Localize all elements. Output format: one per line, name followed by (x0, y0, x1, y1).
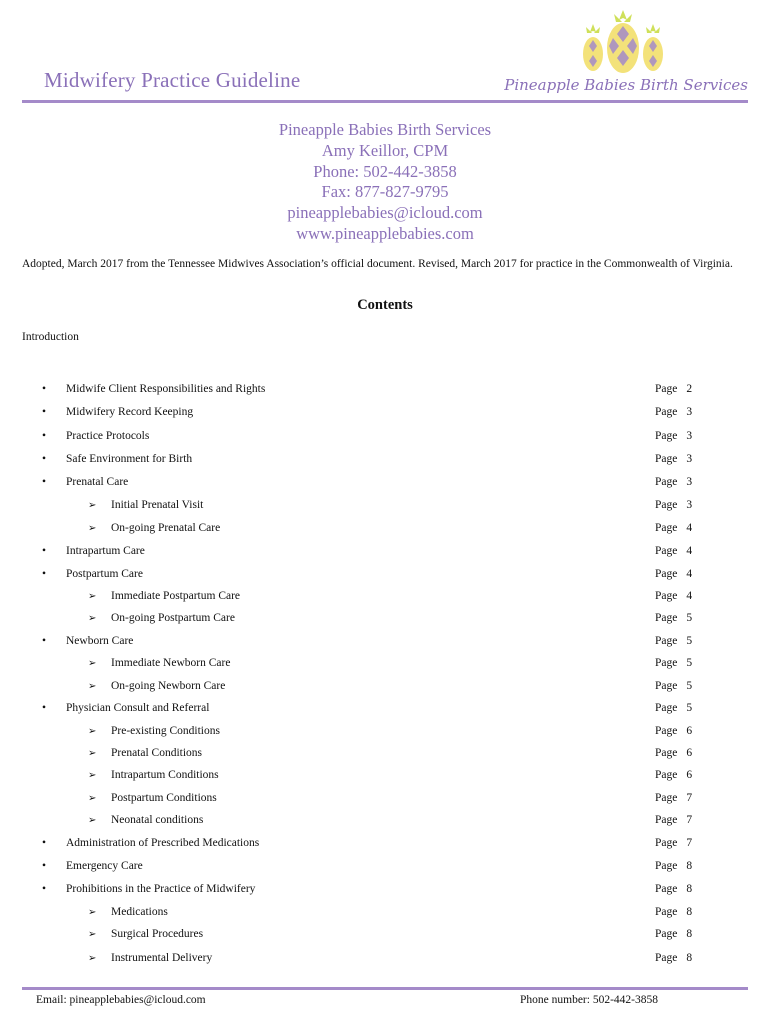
toc-entry (0, 568, 770, 586)
bullet-icon: • (42, 860, 47, 872)
arrow-bullet-icon: ➢ (88, 929, 97, 940)
bullet-icon: • (42, 634, 47, 647)
toc-entry-label: Prohibitions in the Practice of Midwifery (66, 883, 256, 895)
toc-subentry (0, 906, 770, 924)
page-word: Page (655, 476, 678, 489)
page-word: Page (655, 429, 678, 442)
toc-subentry (0, 747, 770, 765)
page-word: Page (655, 544, 678, 557)
toc-entry (0, 635, 770, 653)
toc-entry-label: Emergency Care (66, 860, 143, 872)
toc-entry (0, 383, 770, 401)
bullet-icon: • (42, 452, 47, 465)
toc-subentry (0, 499, 770, 517)
page-number: 6 (686, 724, 693, 737)
toc-entry-label: Administration of Prescribed Medications (66, 837, 260, 849)
page-number: 2 (686, 383, 693, 395)
toc-page-ref (655, 769, 692, 781)
toc-subentry (0, 680, 770, 698)
bullet-icon: • (42, 883, 47, 895)
page-word: Page (655, 590, 678, 602)
arrow-bullet-icon: ➢ (88, 591, 97, 602)
page-number: 5 (686, 657, 693, 670)
toc-page-ref (655, 680, 692, 692)
adoption-note: Adopted, March 2017 from the Tennessee Midwives Association’s official document. Revised, March 2017 for practice in the Commonwealth of Virginia. (22, 258, 733, 270)
bullet-icon: • (42, 837, 47, 849)
toc-entry-label: Practice Protocols (66, 429, 150, 442)
arrow-bullet-icon: ➢ (88, 613, 97, 625)
page-number: 7 (686, 837, 693, 849)
toc-page-ref (655, 430, 692, 442)
bullet-icon: • (42, 383, 47, 395)
toc-entry (0, 430, 770, 448)
contact-business-name: Pineapple Babies Birth Services (278, 120, 492, 139)
toc-subentry (0, 590, 770, 608)
page-number: 8 (686, 860, 693, 872)
toc-entry (0, 883, 770, 901)
toc-page-ref (655, 635, 692, 647)
toc-page-ref (655, 406, 692, 418)
toc-page-ref (655, 383, 692, 395)
page-word: Page (655, 499, 678, 511)
page-number: 3 (686, 452, 693, 465)
toc-subentry (0, 792, 770, 810)
page-word: Page (655, 702, 678, 715)
toc-subentry (0, 522, 770, 540)
footer-email: Email: pineapplebabies@icloud.com (36, 994, 206, 1006)
toc-entry-label: Postpartum Care (66, 567, 143, 580)
page-number: 7 (686, 791, 693, 804)
page-word: Page (655, 837, 678, 849)
toc-entry-label: Intrapartum Care (66, 544, 145, 557)
page-word: Page (655, 883, 678, 895)
page-number: 4 (686, 590, 693, 602)
toc-entry-label: Physician Consult and Referral (66, 702, 210, 715)
toc-subentry (0, 814, 770, 832)
toc-subentry (0, 769, 770, 787)
toc-entry (0, 702, 770, 720)
arrow-bullet-icon: ➢ (88, 500, 97, 511)
toc-subentry (0, 725, 770, 743)
toc-entry-label: Intrapartum Conditions (111, 769, 219, 782)
bullet-icon: • (42, 406, 47, 419)
toc-entry (0, 406, 770, 424)
toc-entry-label: Instrumental Delivery (111, 952, 213, 964)
footer-divider (22, 987, 748, 990)
page-word: Page (655, 521, 678, 534)
page-number: 5 (686, 612, 693, 625)
toc-entry-label: Pre-existing Conditions (111, 724, 220, 737)
page-word: Page (655, 612, 678, 625)
arrow-bullet-icon: ➢ (88, 815, 97, 826)
bullet-icon: • (42, 702, 47, 715)
toc-introduction: Introduction (22, 331, 79, 343)
page-word: Page (655, 791, 678, 804)
toc-page-ref (655, 883, 692, 895)
toc-entry-label: Prenatal Care (66, 476, 129, 489)
toc-entry-label: Initial Prenatal Visit (111, 499, 204, 511)
toc-subentry (0, 952, 770, 970)
toc-entry-label: Surgical Procedures (111, 928, 204, 940)
toc-entry-label: On-going Newborn Care (111, 679, 226, 692)
page-number: 5 (686, 679, 693, 692)
page-number: 8 (686, 928, 693, 940)
toc-entry (0, 476, 770, 494)
arrow-bullet-icon: ➢ (88, 680, 97, 692)
page-number: 8 (686, 905, 693, 918)
toc-subentry (0, 612, 770, 630)
arrow-bullet-icon: ➢ (88, 522, 97, 534)
page-word: Page (655, 814, 678, 826)
page-number: 3 (686, 429, 693, 442)
toc-page-ref (655, 725, 692, 737)
arrow-bullet-icon: ➢ (88, 658, 97, 670)
bullet-icon: • (42, 476, 47, 489)
page-number: 5 (686, 634, 693, 647)
page-number: 4 (686, 544, 693, 557)
page-number: 4 (686, 567, 693, 580)
page-word: Page (655, 406, 678, 419)
page-word: Page (655, 634, 678, 647)
contact-email-link[interactable]: pineapplebabies@icloud.com (287, 203, 483, 223)
page-word: Page (655, 724, 678, 737)
contact-fax: Fax: 877-827-9795 (321, 182, 449, 202)
toc-subentry (0, 928, 770, 946)
page-number: 3 (686, 476, 693, 489)
arrow-bullet-icon: ➢ (88, 906, 97, 918)
toc-page-ref (655, 906, 692, 918)
bullet-icon: • (42, 567, 47, 580)
page-number: 3 (686, 499, 693, 511)
toc-page-ref (655, 476, 692, 488)
toc-page-ref (655, 792, 692, 804)
toc-page-ref (655, 837, 692, 849)
toc-page-ref (655, 952, 692, 964)
contact-phone: Phone: 502-442-3858 (313, 161, 457, 181)
toc-entry (0, 545, 770, 563)
toc-page-ref (655, 453, 692, 465)
toc-entry (0, 860, 770, 878)
arrow-bullet-icon: ➢ (88, 725, 97, 737)
toc-entry (0, 837, 770, 855)
bullet-icon: • (42, 544, 47, 557)
toc-entry-label: Prenatal Conditions (111, 747, 203, 760)
page-number: 4 (686, 521, 693, 534)
toc-entry-label: On-going Postpartum Care (111, 612, 235, 625)
arrow-bullet-icon: ➢ (88, 770, 97, 782)
toc-entry-label: Postpartum Conditions (111, 791, 217, 804)
page-word: Page (655, 905, 678, 918)
bullet-icon: • (42, 429, 47, 442)
arrow-bullet-icon: ➢ (88, 953, 97, 964)
page-word: Page (655, 452, 678, 465)
toc-page-ref (655, 657, 692, 669)
toc-page-ref (655, 522, 692, 534)
toc-page-ref (655, 814, 692, 826)
toc-entry-label: Newborn Care (66, 634, 134, 647)
toc-page-ref (655, 702, 692, 714)
contact-block (0, 120, 770, 245)
page-number: 7 (686, 814, 693, 826)
contact-person: Amy Keillor, CPM (321, 140, 449, 160)
brand-name: Pineapple Babies Birth Services (504, 76, 748, 94)
arrow-bullet-icon: ➢ (88, 748, 97, 760)
page-word: Page (655, 952, 678, 964)
page-number: 6 (686, 769, 693, 782)
pineapple-logo-icon (578, 10, 668, 78)
footer-phone: Phone number: 502-442-3858 (520, 994, 658, 1006)
toc-entry-label: Immediate Postpartum Care (111, 590, 241, 602)
toc-page-ref (655, 545, 692, 557)
page-word: Page (655, 567, 678, 580)
toc-subentry (0, 657, 770, 675)
page-number: 3 (686, 406, 693, 419)
page-word: Page (655, 383, 678, 395)
toc-page-ref (655, 590, 692, 602)
contents-heading: Contents (357, 297, 413, 313)
toc-page-ref (655, 499, 692, 511)
toc-entry-label: Midwife Client Responsibilities and Rights (66, 383, 266, 395)
toc-page-ref (655, 928, 692, 940)
toc-entry-label: Neonatal conditions (111, 814, 204, 826)
document-title: Midwifery Practice Guideline (44, 68, 301, 92)
toc-entry-label: Immediate Newborn Care (111, 657, 231, 670)
contact-website-link[interactable]: www.pineapplebabies.com (296, 223, 474, 243)
page-word: Page (655, 747, 678, 760)
page-word: Page (655, 679, 678, 692)
toc-entry-label: On-going Prenatal Care (111, 521, 221, 534)
page-number: 5 (686, 702, 693, 715)
page-number: 6 (686, 747, 693, 760)
toc-entry (0, 453, 770, 471)
toc-page-ref (655, 747, 692, 759)
toc-page-ref (655, 860, 692, 872)
header-divider (22, 100, 748, 103)
page-word: Page (655, 769, 678, 782)
toc-page-ref (655, 612, 692, 624)
arrow-bullet-icon: ➢ (88, 792, 97, 804)
page-number: 8 (686, 883, 693, 895)
page-word: Page (655, 928, 678, 940)
toc-entry-label: Medications (111, 905, 168, 918)
page-number: 8 (686, 952, 693, 964)
toc-page-ref (655, 568, 692, 580)
page-word: Page (655, 657, 678, 670)
toc-entry-label: Midwifery Record Keeping (66, 406, 194, 419)
toc-entry-label: Safe Environment for Birth (66, 452, 193, 465)
page-word: Page (655, 860, 678, 872)
